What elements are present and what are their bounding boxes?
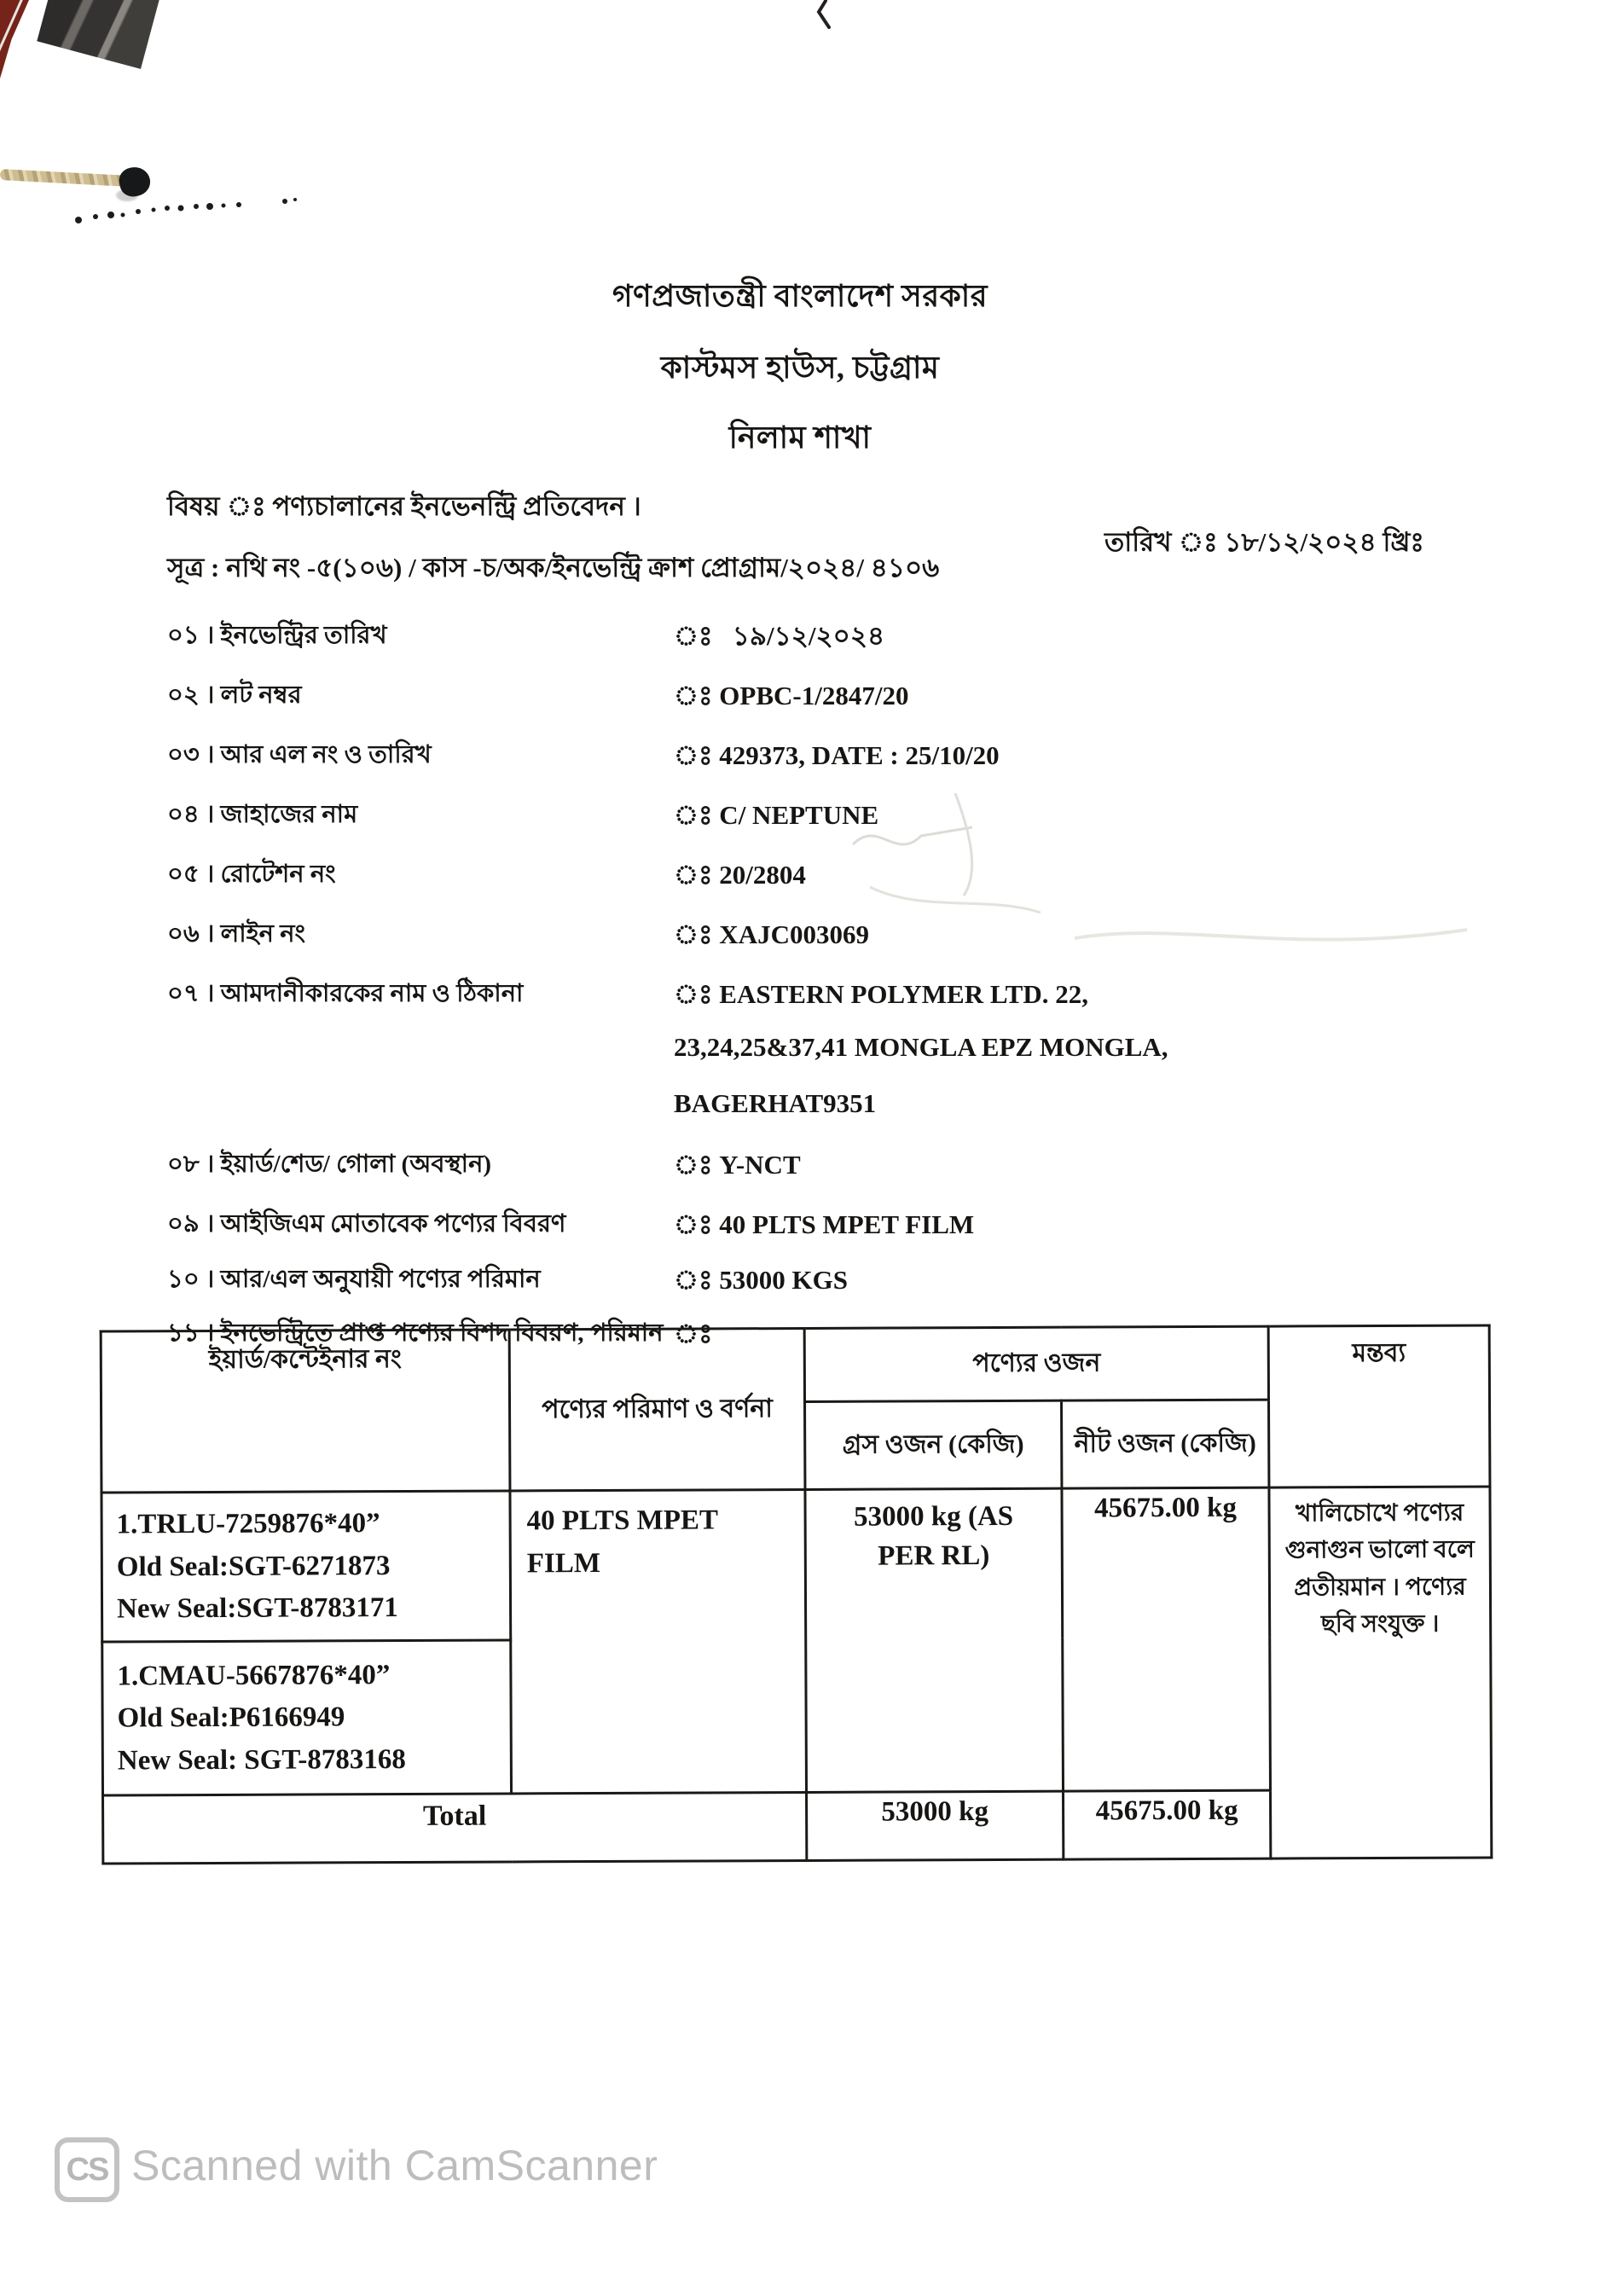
office-title: কাস্টমস হাউস, চট্টগ্রাম xyxy=(660,351,940,385)
item-label: ০১ । ইনভেন্ট্রির তারিখ xyxy=(167,622,387,649)
item-value: ঃ xyxy=(674,1319,713,1348)
file-thread xyxy=(0,169,130,187)
item-value: ঃ OPBC-1/2847/20 xyxy=(674,681,909,710)
item-row-06 xyxy=(0,914,1600,950)
item-label: ০৩ । আর এল নং ও তারিখ xyxy=(167,741,432,768)
header-net-weight: নীট ওজন (কেজি) xyxy=(1062,1400,1269,1488)
pen-stroke xyxy=(807,0,841,31)
branch-title: নিলাম শাখা xyxy=(728,420,872,455)
item-value: ঃ EASTERN POLYMER LTD. 22, xyxy=(674,979,1088,1009)
org-title: গণপ্রজাতন্ত্রী বাংলাদেশ সরকার xyxy=(612,279,988,313)
reference-line: সূত্র : নথি নং -৫(১০৬) / কাস -চ/অক/ইনভেন্ট্রি ক্রাশ প্রোগ্রাম/২০২৪/ ৪১০৬ xyxy=(167,553,940,583)
total-label: Total xyxy=(103,1792,807,1864)
item-label: ০৬ । লাইন নং xyxy=(167,920,306,948)
item-label: ০৭ । আমদানীকারকের নাম ও ঠিকানা xyxy=(167,980,524,1007)
item-value: ঃ 429373, DATE : 25/10/20 xyxy=(674,740,1000,770)
header-qty-desc: পণ্যের পরিমাণ ও বর্ণনা xyxy=(509,1328,805,1491)
item-value: ঃ XAJC003069 xyxy=(674,919,869,949)
gross-weight-cell: 53000 kg (AS PER RL) xyxy=(805,1488,1064,1792)
item-row-08 xyxy=(0,1145,1600,1180)
item-label: ০৫ । রোটেশন নং xyxy=(167,861,336,888)
item-row-01 xyxy=(0,616,1600,652)
item-label: ০৮ । ইয়ার্ড/শেড/ গোলা (অবস্থান) xyxy=(167,1151,492,1178)
item-row-10 xyxy=(0,1260,1600,1296)
header-remarks: মন্তব্য xyxy=(1268,1325,1490,1487)
importer-address-line3: BAGERHAT9351 xyxy=(674,1088,877,1118)
total-net-weight: 45675.00 kg xyxy=(1064,1790,1271,1859)
table-header-row-1 xyxy=(101,1325,1489,1405)
container-cell-1 xyxy=(101,1491,511,1642)
item-row-02 xyxy=(0,675,1600,711)
container-no: 1.TRLU-7259876*40” xyxy=(116,1508,380,1540)
new-seal: New Seal: SGT-8783168 xyxy=(117,1743,406,1776)
container-no: 1.CMAU-5667876*40” xyxy=(117,1659,391,1691)
item-label: ০৪ । জাহাজের নাম xyxy=(167,801,358,828)
header-weight-group: পণ্যের ওজন xyxy=(804,1326,1268,1401)
old-seal: Old Seal:P6166949 xyxy=(117,1702,345,1734)
item-label: ১১ । ইনভেন্ট্রিতে প্রাপ্ত পণ্যের বিশদ বিবরণ, পরিমান xyxy=(167,1319,664,1347)
item-row-04 xyxy=(0,795,1600,831)
item-value: ঃ 40 PLTS MPET FILM xyxy=(674,1209,975,1239)
ink-speckles xyxy=(72,194,328,229)
new-seal: New Seal:SGT-8783171 xyxy=(116,1592,398,1625)
item-label: ১০ । আর/এল অনুযায়ী পণ্যের পরিমান xyxy=(167,1266,541,1293)
item-label: ০৯ । আইজিএম মোতাবেক পণ্যের বিবরণ xyxy=(167,1210,566,1238)
item-value: ঃ C/ NEPTUNE xyxy=(674,800,879,830)
item-label: ০২ । লট নম্বর xyxy=(167,681,302,709)
qty-desc-cell: 40 PLTS MPET FILM xyxy=(510,1489,807,1794)
scan-photo-fragment xyxy=(37,0,159,69)
total-gross-weight: 53000 kg xyxy=(807,1791,1064,1860)
camscanner-watermark: Scanned with CamScanner xyxy=(131,2142,658,2189)
item-row-05 xyxy=(0,855,1600,890)
header-gross-weight: গ্রস ওজন (কেজি) xyxy=(805,1400,1062,1489)
item-value: ঃ 20/2804 xyxy=(674,860,806,890)
camscanner-logo: CS xyxy=(55,2137,119,2202)
remarks-cell: খালিচোখে পণ্যের গুনাগুন ভালো বলে প্রতীয়মান । পণ্যের ছবি সংযুক্ত । xyxy=(1269,1487,1492,1858)
inventory-table xyxy=(100,1324,1493,1864)
item-value: ঃ 53000 KGS xyxy=(674,1265,849,1295)
item-row-09 xyxy=(0,1204,1600,1240)
paper-fold-line xyxy=(0,0,26,281)
importer-address-line2: 23,24,25&37,41 MONGLA EPZ MONGLA, xyxy=(674,1032,1168,1062)
item-value: ঃ Y-NCT xyxy=(674,1150,801,1180)
item-row-03 xyxy=(0,735,1600,771)
container-cell-2 xyxy=(102,1640,512,1795)
net-weight-cell: 45675.00 kg xyxy=(1062,1487,1271,1791)
item-row-07 xyxy=(0,974,1600,1010)
old-seal: Old Seal:SGT-6271873 xyxy=(116,1550,391,1582)
subject-line: বিষয় ঃ পণ্যচালানের ইনভেনন্ট্রি প্রতিবেদন । xyxy=(167,491,641,521)
table-row xyxy=(101,1487,1491,1642)
item-value: ঃ ১৯/১২/২০২৪ xyxy=(674,621,885,651)
date-line: তারিখ ঃ ১৮/১২/২০২৪ খ্রিঃ xyxy=(1104,527,1424,557)
header-container-no: ইয়ার্ড/কন্টেইনার নং xyxy=(101,1330,510,1493)
